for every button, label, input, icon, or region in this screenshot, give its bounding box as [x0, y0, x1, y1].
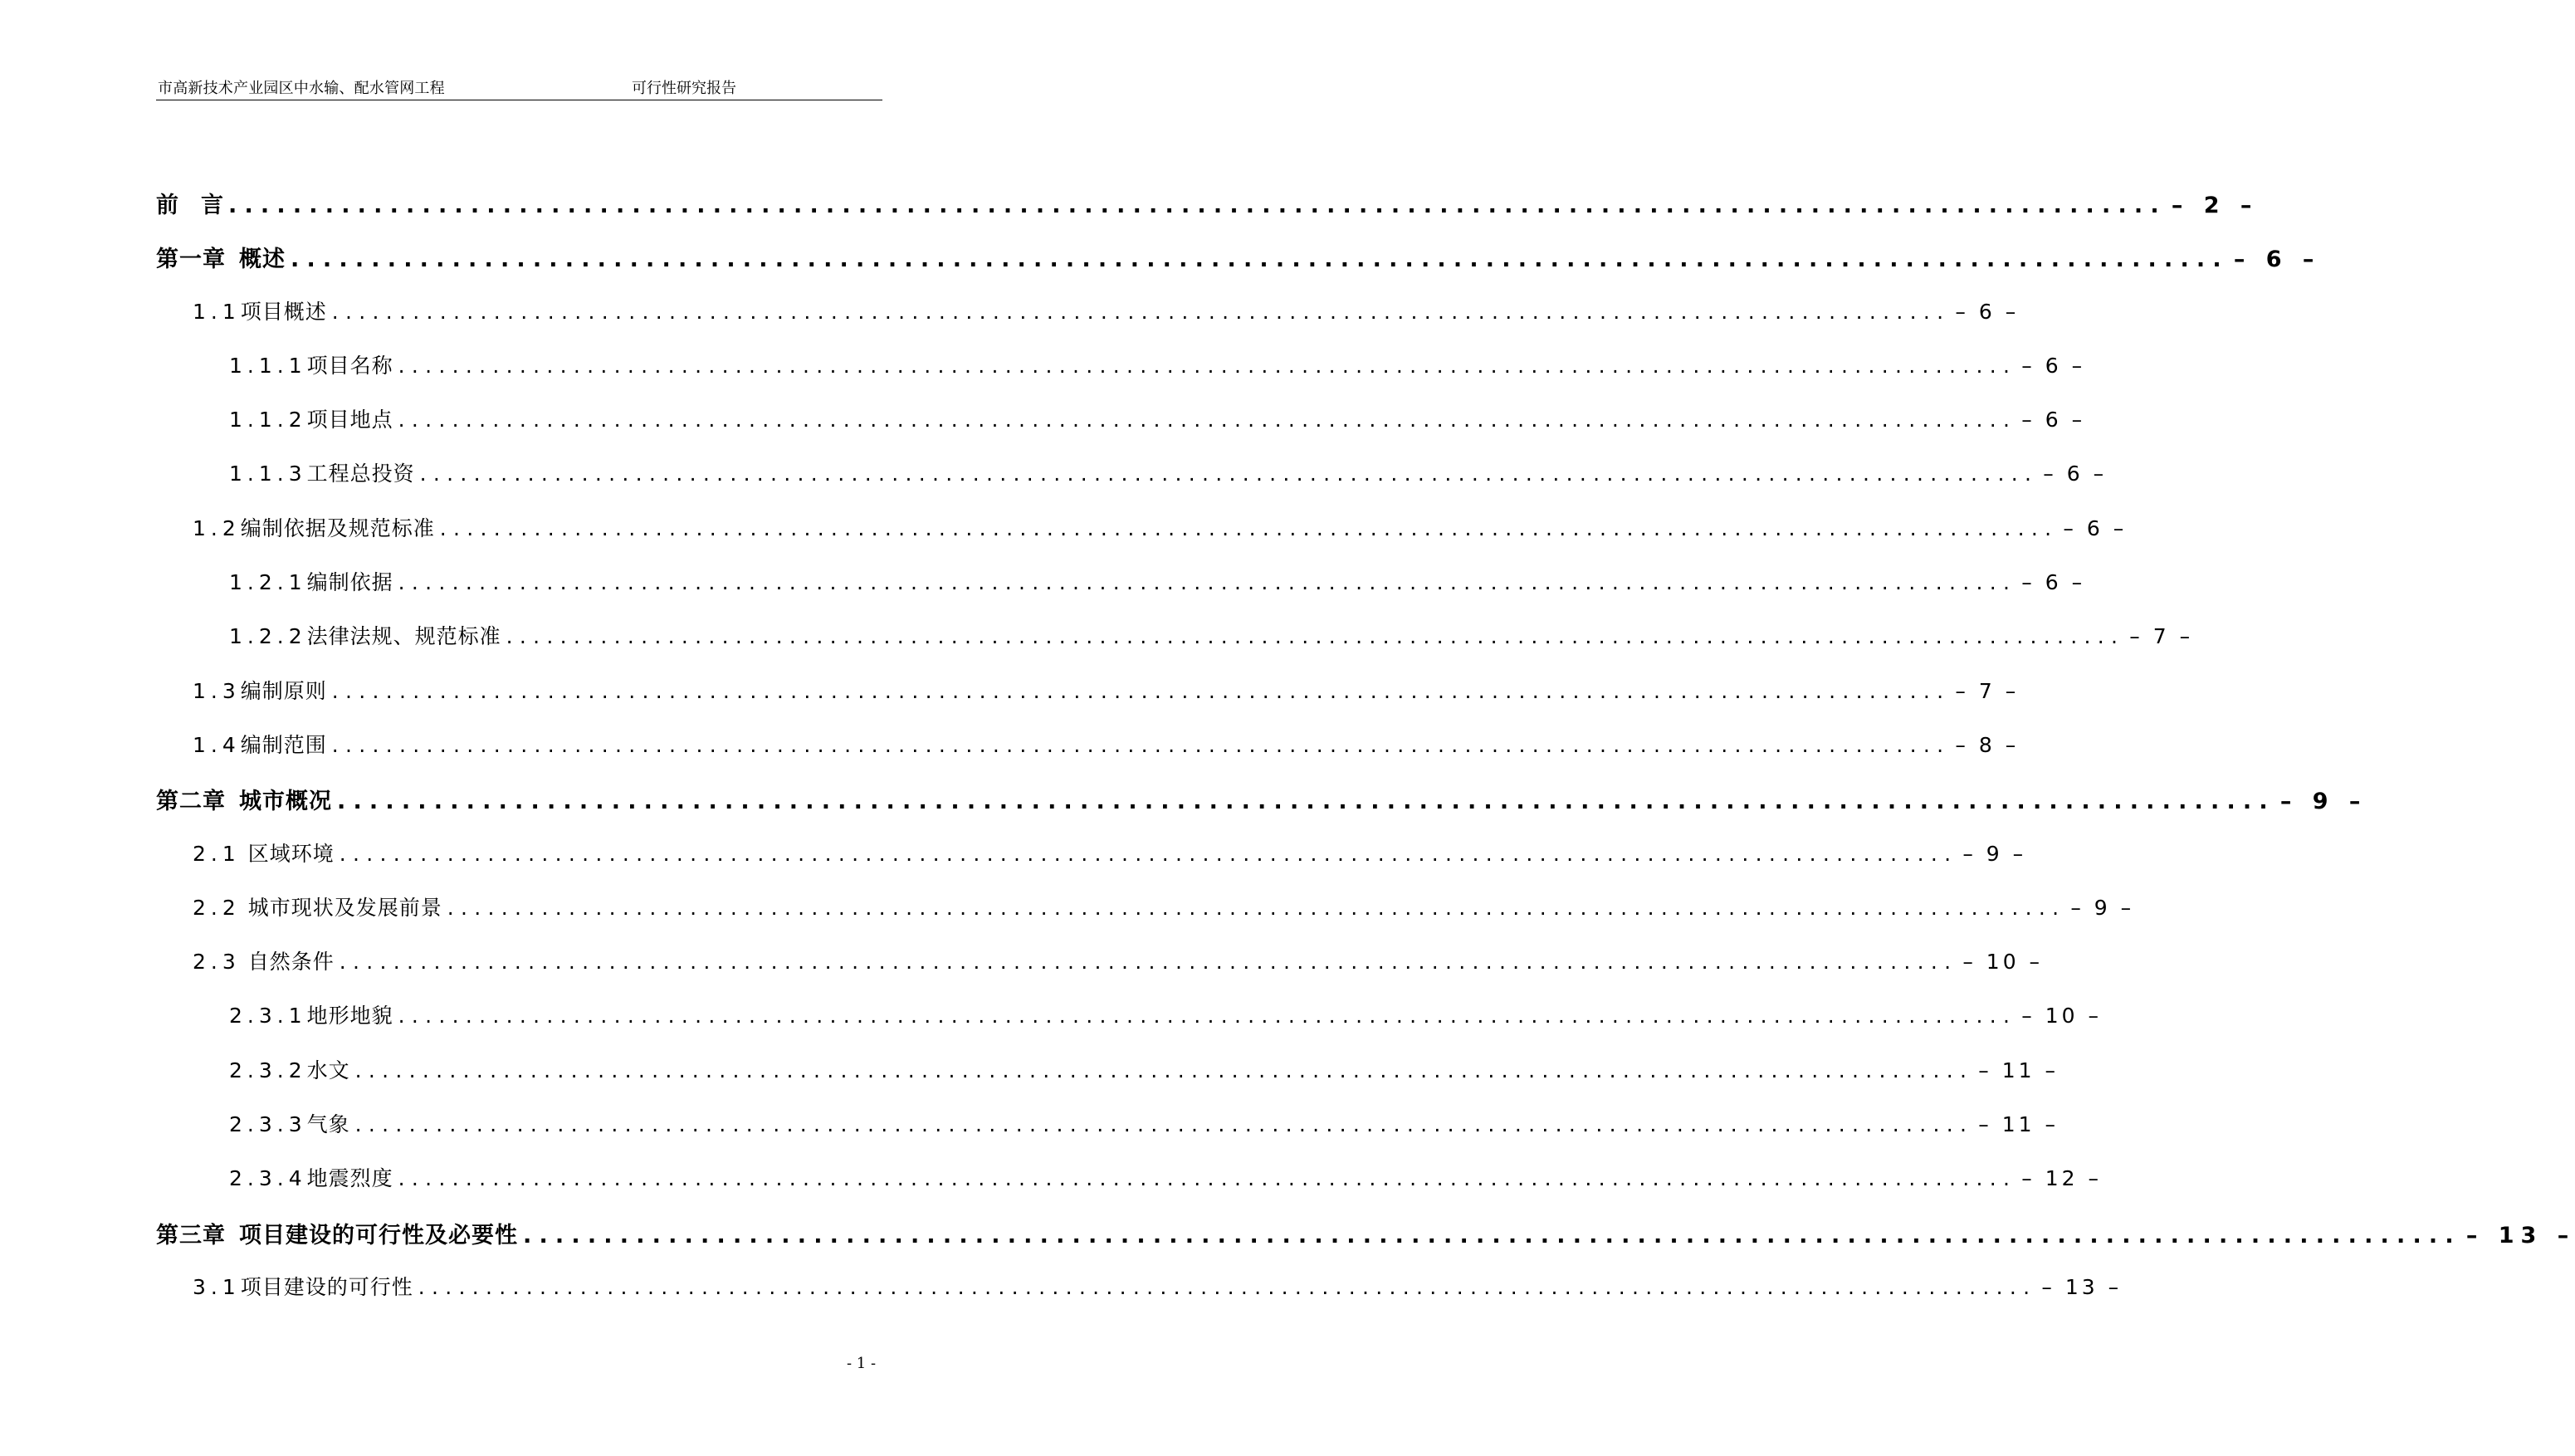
toc-entry-number: 2.3.1 [229, 1004, 307, 1028]
toc-entry-page: – 13 – [2465, 1222, 2575, 1248]
toc-dot-leader: ........................................................................................................................ [439, 515, 2059, 540]
toc-entry-page: – 7 – [1955, 678, 2020, 703]
toc-dot-leader: ........................................................................................................................ [447, 895, 2066, 920]
toc-entry-title: 工程总投资 [306, 462, 415, 486]
toc-entry-page: – 6 – [2021, 353, 2086, 378]
toc-entry-title: 城市现状及发展前景 [240, 895, 442, 920]
toc-entry[interactable] [156, 945, 2044, 999]
toc-dot-leader: ........................................................................................................................ [506, 624, 2125, 649]
toc-entry-page: – 6 – [2063, 515, 2128, 540]
header-report-type: 可行性研究报告 [632, 80, 736, 97]
toc-entry-title: 编制原则 [240, 678, 327, 703]
toc-entry-page: – 9 – [2070, 895, 2135, 920]
toc-entry-title: 区域环境 [240, 841, 335, 866]
toc-entry-title: 法律法规、规范标准 [306, 624, 501, 649]
toc-dot-leader: ........................................................................................................................ [354, 1112, 1974, 1137]
page-header [156, 73, 882, 100]
toc-dot-leader: ........................................................................................................................ [523, 1222, 2461, 1248]
toc-entry[interactable] [156, 1271, 2123, 1325]
header-project-title: 市高新技术产业园区中水输、配水管网工程 [158, 80, 445, 97]
toc-entry-number: 2.1 [193, 841, 241, 866]
toc-entry[interactable] [156, 241, 2321, 295]
toc-entry-number: 1.1.3 [229, 462, 307, 486]
toc-dot-leader: ........................................................................................................................ [339, 950, 1958, 975]
toc-dot-leader: ........................................................................................................................ [354, 1058, 1974, 1082]
toc-entry[interactable] [156, 296, 2020, 349]
toc-dot-leader: ........................................................................................................................ [398, 408, 2017, 432]
toc-entry-title: 项目地点 [306, 408, 393, 432]
toc-dot-leader: ........................................................................................................................ [331, 299, 1951, 324]
toc-dot-leader: ........................................................................................................................ [331, 732, 1951, 757]
toc-dot-leader: ........................................................................................................................ [337, 789, 2275, 815]
toc-entry-number: 1.3 [193, 678, 241, 703]
toc-entry-number: 2.3.3 [229, 1112, 307, 1137]
toc-entry-number: 2.3 [193, 950, 241, 975]
toc-entry-number: 1.4 [193, 732, 241, 757]
toc-entry-title: 编制依据及规范标准 [240, 515, 435, 540]
toc-entry-page: – 7 – [2129, 624, 2194, 649]
toc-entry-number: 1.1.2 [229, 408, 307, 432]
toc-entry-page: – 2 – [2171, 193, 2259, 218]
toc-entry-number: 1.2 [193, 515, 241, 540]
toc-entry[interactable] [156, 403, 2086, 457]
toc-entry-page: – 11 – [1978, 1112, 2059, 1137]
toc-entry-title: 编制范围 [240, 732, 327, 757]
toc-entry-page: – 8 – [1955, 732, 2020, 757]
toc-entry-page: – 10 – [2021, 1004, 2102, 1028]
toc-dot-leader: ........................................................................................................................ [398, 570, 2017, 595]
toc-entry[interactable] [156, 1054, 2059, 1108]
toc-dot-leader: ........................................................................................................................ [291, 247, 2229, 273]
toc-entry[interactable] [156, 457, 2108, 511]
toc-entry[interactable] [156, 1217, 2575, 1271]
toc-entry[interactable] [156, 729, 2020, 783]
toc-entry-page: – 6 – [2233, 247, 2321, 273]
toc-entry[interactable] [156, 187, 2259, 241]
toc-entry-title: 地震烈度 [306, 1166, 393, 1191]
toc-entry-number: 1.2.2 [229, 624, 307, 649]
toc-entry-title: 气象 [306, 1112, 350, 1137]
toc-entry-page: – 12 – [2021, 1166, 2102, 1191]
toc-entry-number: 3.1 [193, 1274, 241, 1299]
toc-entry-title: 前 言 [156, 193, 223, 218]
toc-entry[interactable] [156, 675, 2020, 729]
toc-entry[interactable] [156, 783, 2367, 837]
toc-entry[interactable] [156, 892, 2135, 945]
toc-entry[interactable] [156, 838, 2027, 892]
toc-entry[interactable] [156, 620, 2194, 674]
toc-entry-page: – 6 – [2021, 408, 2086, 432]
toc-entry-title: 项目概述 [240, 299, 327, 324]
toc-dot-leader: ........................................................................................................................ [228, 193, 2167, 218]
toc-entry-number: 第三章 [156, 1222, 226, 1248]
toc-entry[interactable] [156, 1108, 2059, 1162]
toc-entry[interactable] [156, 566, 2086, 620]
table-of-contents [156, 187, 2575, 1325]
toc-dot-leader: ........................................................................................................................ [339, 841, 1958, 866]
toc-dot-leader: ........................................................................................................................ [419, 462, 2039, 486]
toc-entry-page: – 9 – [1962, 841, 2027, 866]
toc-entry-title: 项目名称 [306, 353, 393, 378]
toc-entry-title: 地形地貌 [306, 1004, 393, 1028]
toc-entry-page: – 9 – [2279, 789, 2367, 815]
toc-entry-title: 项目建设的可行性 [240, 1274, 413, 1299]
toc-entry-title: 项目建设的可行性及必要性 [239, 1222, 518, 1248]
toc-entry[interactable] [156, 1162, 2102, 1216]
toc-entry-title: 城市概况 [239, 789, 332, 815]
toc-dot-leader: ........................................................................................................................ [398, 353, 2017, 378]
toc-entry[interactable] [156, 512, 2128, 566]
toc-entry-title: 自然条件 [240, 950, 335, 975]
page-number: - 1 - [847, 1355, 877, 1372]
toc-entry-page: – 6 – [2043, 462, 2108, 486]
toc-entry[interactable] [156, 999, 2102, 1053]
toc-entry-number: 2.2 [193, 895, 241, 920]
toc-entry-page: – 6 – [1955, 299, 2020, 324]
toc-entry-number: 1.1 [193, 299, 241, 324]
toc-entry-page: – 10 – [1962, 950, 2044, 975]
toc-entry-number: 1.2.1 [229, 570, 307, 595]
toc-entry-title: 编制依据 [306, 570, 393, 595]
toc-entry-page: – 13 – [2041, 1274, 2123, 1299]
toc-dot-leader: ........................................................................................................................ [331, 678, 1951, 703]
toc-entry-page: – 11 – [1978, 1058, 2059, 1082]
toc-entry-number: 第二章 [156, 789, 226, 815]
toc-entry-title: 概述 [239, 247, 286, 273]
toc-entry-number: 1.1.1 [229, 353, 307, 378]
toc-entry-number: 2.3.4 [229, 1166, 307, 1191]
toc-entry-number: 2.3.2 [229, 1058, 307, 1082]
toc-dot-leader: ........................................................................................................................ [398, 1004, 2017, 1028]
toc-entry-page: – 6 – [2021, 570, 2086, 595]
toc-dot-leader: ........................................................................................................................ [398, 1166, 2017, 1191]
toc-entry-title: 水文 [306, 1058, 350, 1082]
toc-entry[interactable] [156, 349, 2086, 403]
toc-entry-number: 第一章 [156, 247, 226, 273]
toc-dot-leader: ........................................................................................................................ [418, 1274, 2037, 1299]
